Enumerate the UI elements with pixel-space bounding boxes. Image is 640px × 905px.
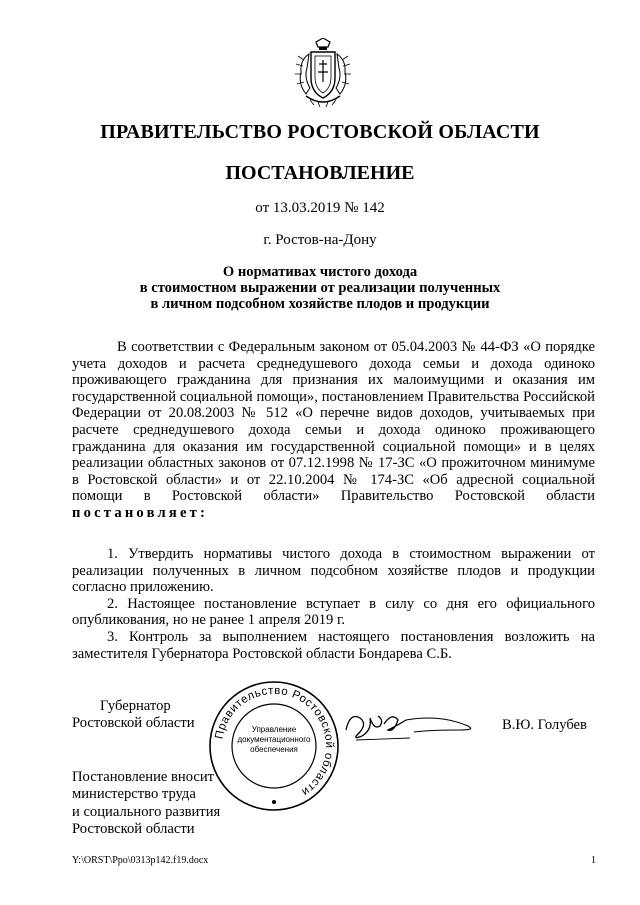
stamp-inner-line: Управление: [251, 725, 297, 734]
organization-title: ПРАВИТЕЛЬСТВО РОСТОВСКОЙ ОБЛАСТИ: [100, 121, 540, 143]
document-date-number: от 13.03.2019 № 142: [255, 200, 385, 216]
handwritten-signature: [340, 700, 490, 748]
introduced-by-line: министерство труда: [72, 786, 196, 803]
resolution-items: [72, 546, 595, 662]
introduced-by-line: Ростовской области: [72, 821, 195, 838]
preamble-paragraph: [72, 339, 595, 522]
coat-of-arms-emblem: [292, 38, 354, 110]
signature-icon: [340, 700, 490, 748]
stamp-inner-line: документационного: [237, 735, 311, 744]
introduced-by-line: и социального развития: [72, 803, 221, 820]
resolution-item: 3. Контроль за выполнением настоящего постановления возложить на заместителя Губернатора Ростовской области Бондарева С.Б.: [72, 628, 595, 662]
document-city: г. Ростов-на-Дону: [263, 232, 377, 248]
stamp-ring-text: Правительство Ростовской области: [213, 684, 336, 799]
document-subject: [100, 264, 540, 312]
subject-line: О нормативах чистого дохода: [222, 264, 418, 280]
footer-file-path: Y:\ORST\Ppo\0313p142.f19.docx: [72, 855, 209, 866]
subject-line: в личном подсобном хозяйстве плодов и продукции: [150, 296, 490, 312]
signatory-title-line: Губернатор: [100, 698, 171, 714]
footer-page-number: 1: [591, 855, 596, 866]
coat-of-arms-icon: [292, 38, 354, 110]
signatory-name: В.Ю. Голубев: [502, 717, 587, 733]
resolution-item: 1. Утвердить нормативы чистого дохода в стоимостном выражении от реализации полученных в личном подсобном хозяйстве плодов и продукции согласно приложению.: [72, 546, 595, 596]
stamp-inner-line: обеспечения: [250, 745, 298, 754]
resolution-item: 2. Настоящее постановление вступает в силу со дня его официального опубликования, но не ранее 1 апреля 2019 г.: [72, 595, 595, 629]
stamp-inner-text: [232, 725, 316, 755]
signatory-title: [72, 698, 212, 732]
decree-word: постановляет:: [72, 504, 209, 521]
introduced-by-line: Постановление вносит: [72, 769, 215, 785]
introduced-by-block: [72, 769, 292, 839]
preamble-text: В соответствии с Федеральным законом от 05.04.2003 № 44-ФЗ «О порядке учета доходов и расчета среднедушевого дохода семьи и дохода одиноко проживающего гражданина для признания их малоимущими и оказания им государственной социальной помощи», постановлением Правительства Российской Федерации от 20.08.2003 № 512 «О перечне видов доходов, учитываемых при расчете среднедушевого дохода семьи и дохода одиноко проживающего гражданина для оказания им государственной социальной помощи» и в целях реализации областных законов от 07.12.1998 № 17-ЗС «О прожиточном минимуме в Ростовской области» и от 22.10.2004 № 174-ЗС «Об адресной социальной помощи в Ростовской области» Правительство Ростовской области: [72, 339, 595, 505]
signatory-title-line: Ростовской области: [72, 715, 195, 731]
document-type-heading: ПОСТАНОВЛЕНИЕ: [225, 162, 415, 184]
subject-line: в стоимостном выражении от реализации полученных: [139, 280, 501, 296]
